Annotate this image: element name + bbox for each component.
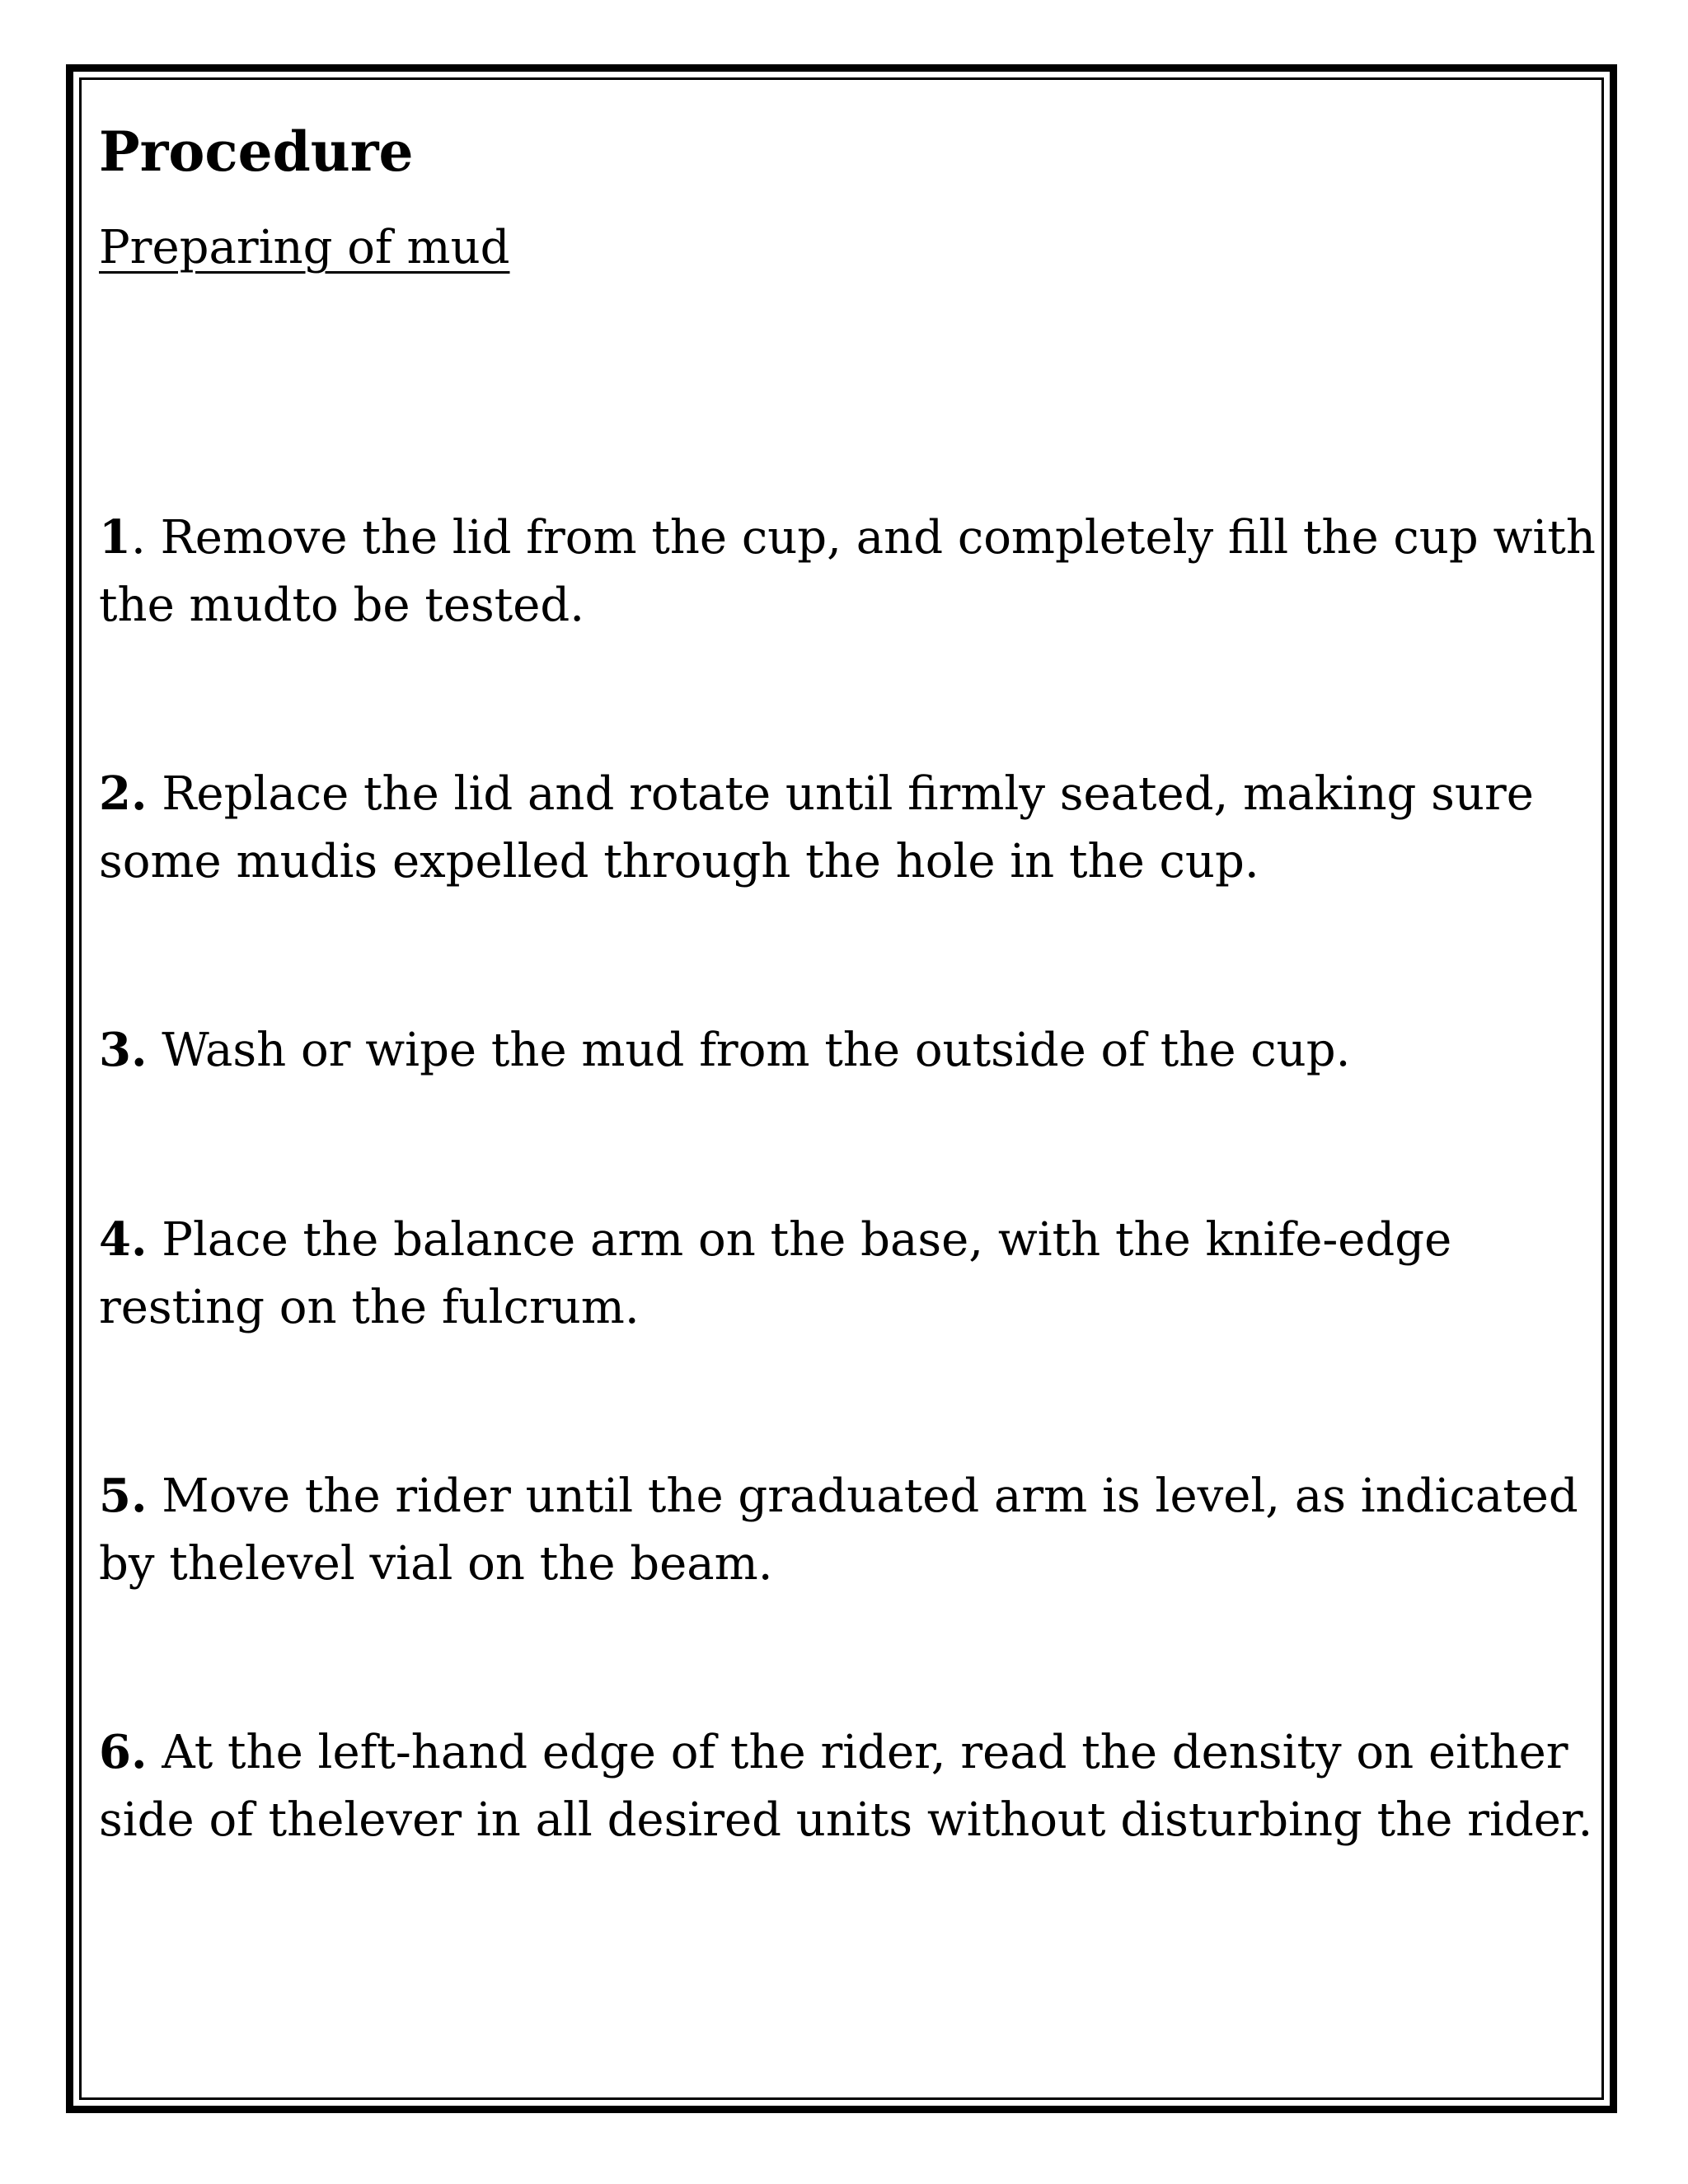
procedure-step-6 (99, 1718, 1611, 1854)
step-text: At the left-hand edge of the rider, read the density on either side of thelever in all desired units without disturbing the rider. (99, 1726, 1593, 1847)
step-number: 6. (99, 1725, 148, 1779)
step-number: 3. (99, 1023, 148, 1077)
procedure-step-1 (99, 504, 1611, 640)
step-number: 1 (99, 510, 131, 565)
procedure-step-3 (99, 1016, 1611, 1085)
procedure-step-5 (99, 1462, 1611, 1598)
step-number: 5. (99, 1469, 148, 1523)
step-number: 4. (99, 1212, 148, 1267)
page-title: Procedure (99, 120, 414, 184)
procedure-step-4 (99, 1206, 1611, 1342)
section-subtitle: Preparing of mud (99, 221, 510, 274)
step-text: Wash or wipe the mud from the outside of the cup. (147, 1024, 1351, 1077)
step-number: 2. (99, 766, 148, 821)
step-text: . Remove the lid from the cup, and completely fill the cup with the mudto be tested. (99, 511, 1596, 632)
step-text: Place the balance arm on the base, with the knife-edge resting on the fulcrum. (99, 1213, 1452, 1334)
step-text: Replace the lid and rotate until firmly seated, making sure some mudis expelled through the hole in the cup. (99, 767, 1534, 888)
step-text: Move the rider until the graduated arm is level, as indicated by thelevel vial on the beam. (99, 1469, 1578, 1591)
procedure-step-2 (99, 760, 1611, 896)
